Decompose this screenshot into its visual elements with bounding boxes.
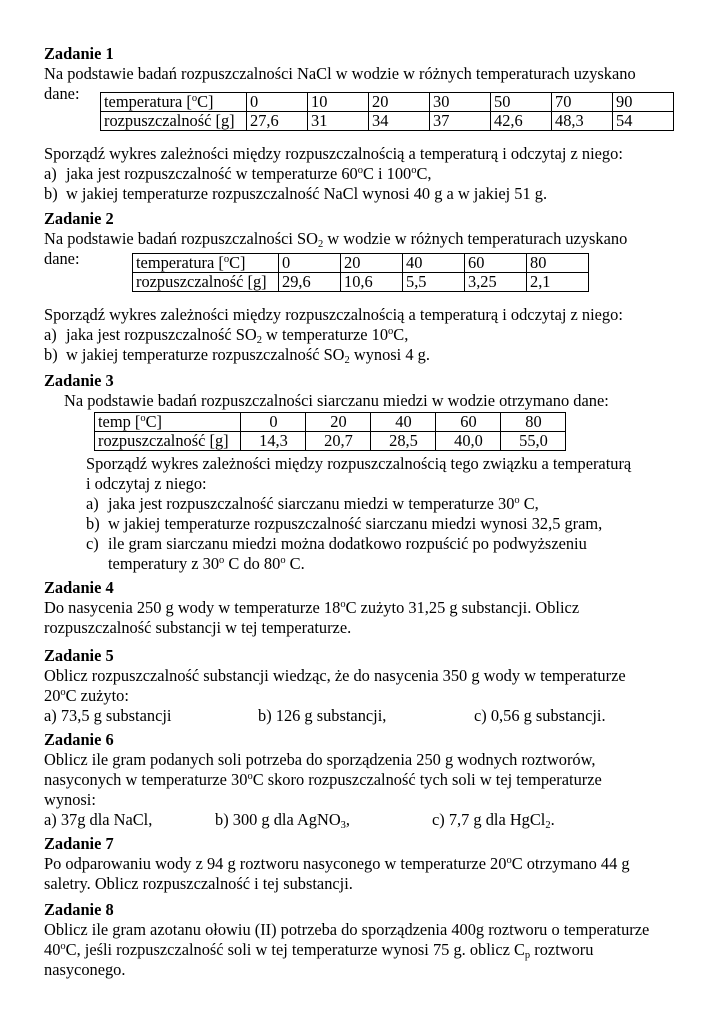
zadanie-4-title: Zadanie 4 (44, 578, 114, 597)
zadanie-7-line: Po odparowaniu wody z 94 g roztworu nasyconego w temperaturze 20$^o$C otrzymano 44 g (44, 854, 630, 873)
zadanie-5-line: Oblicz rozpuszczalność substancji wiedząc, że do nasycenia 350 g wody w temperaturze (44, 666, 626, 685)
table-row (133, 273, 589, 292)
zadanie-5-title: Zadanie 5 (44, 646, 114, 665)
zadanie-2-table (132, 253, 589, 292)
table-row (101, 93, 674, 112)
table-cell: 31 (308, 112, 369, 131)
table-cell: 27,6 (247, 112, 308, 131)
zadanie-6 (44, 730, 694, 810)
table-cell: 48,3 (552, 112, 613, 131)
zadanie-7 (44, 834, 694, 894)
table-header-cell: rozpuszczalność [g] (101, 112, 247, 131)
table-cell: 54 (613, 112, 674, 131)
list-item: c) ile gram siarczanu miedzi można dodatkowo rozpuścić po podwyższeniu (86, 534, 587, 553)
table-cell: 28,5 (371, 432, 436, 451)
table-cell: 42,6 (491, 112, 552, 131)
table-cell: 90 (613, 93, 674, 112)
zadanie-8-line: nasyconego. (44, 960, 126, 979)
zadanie-3-intro: Na podstawie badań rozpuszczalności siarczanu miedzi w wodzie otrzymano dane: (64, 391, 609, 410)
table-cell: 40,0 (436, 432, 501, 451)
list-item: a) 73,5 g substancji (44, 706, 172, 725)
zadanie-7-title: Zadanie 7 (44, 834, 114, 853)
table-cell: 14,3 (241, 432, 306, 451)
list-item: a) 37g dla NaCl, (44, 810, 153, 829)
table-header-cell: temperatura [$^o$C] (133, 254, 279, 273)
zadanie-7-line: saletry. Oblicz rozpuszczalność i tej substancji. (44, 874, 353, 893)
zadanie-3-instruction: Sporządź wykres zależności między rozpuszczalnością tego związku a temperaturą (86, 454, 632, 473)
zadanie-6-title: Zadanie 6 (44, 730, 114, 749)
list-item: c) 7,7 g dla HgCl$_2$. (432, 810, 555, 831)
table-cell: 80 (501, 413, 566, 432)
list-item: c) 0,56 g substancji. (474, 706, 606, 725)
zadanie-6-line: nasyconych w temperaturze 30$^o$C skoro rozpuszczalność tych soli w tej temperaturze (44, 770, 602, 789)
zadanie-2-task (44, 305, 694, 365)
table-header-cell: temp [$^o$C] (95, 413, 241, 432)
table-cell: 5,5 (403, 273, 465, 292)
table-header-cell: temperatura [$^o$C] (101, 93, 247, 112)
zadanie-4-line: rozpuszczalność substancji w tej temperaturze. (44, 618, 352, 637)
table-row (133, 254, 589, 273)
table-row (95, 432, 566, 451)
table-row (95, 413, 566, 432)
zadanie-8-line: Oblicz ile gram azotanu ołowiu (II) potrzeba do sporządzenia 400g roztworu o temperaturze (44, 920, 650, 939)
table-cell: 20 (306, 413, 371, 432)
list-item: b) w jakiej temperaturze rozpuszczalność $SO_2$ wynosi 4 g. (44, 345, 430, 366)
table-cell: 10 (308, 93, 369, 112)
list-item: b) 126 g substancji, (258, 706, 387, 725)
zadanie-3-title: Zadanie 3 (44, 371, 114, 390)
table-cell: 29,6 (279, 273, 341, 292)
zadanie-1-title: Zadanie 1 (44, 44, 114, 63)
table-cell: 70 (552, 93, 613, 112)
table-header-cell: rozpuszczalność [g] (133, 273, 279, 292)
zadanie-1-dane: dane: (44, 84, 80, 103)
table-cell: 20 (341, 254, 403, 273)
zadanie-5 (44, 646, 694, 706)
list-item: b) w jakiej temperaturze rozpuszczalność siarczanu miedzi wynosi 32,5 gram, (86, 514, 603, 533)
table-cell: 50 (491, 93, 552, 112)
table-row (101, 112, 674, 131)
zadanie-3 (44, 371, 694, 411)
table-header-cell: rozpuszczalność [g] (95, 432, 241, 451)
table-cell: 80 (527, 254, 589, 273)
zadanie-2-dane: dane: (44, 249, 80, 268)
zadanie-4-line: Do nasycenia 250 g wody w temperaturze 18$^o$C zużyto 31,25 g substancji. Oblicz (44, 598, 580, 617)
table-cell: 10,6 (341, 273, 403, 292)
zadanie-1-intro: Na podstawie badań rozpuszczalności NaCl w wodzie w różnych temperaturach uzyskano (44, 64, 636, 83)
zadanie-4 (44, 578, 694, 638)
zadanie-8 (44, 900, 694, 980)
zadanie-6-line: Oblicz ile gram podanych soli potrzeba do sporządzenia 250 g wodnych roztworów, (44, 750, 596, 769)
table-cell: 40 (403, 254, 465, 273)
list-item: temperatury z 30$^o$ C do 80$^o$ C. (108, 554, 305, 573)
table-cell: 55,0 (501, 432, 566, 451)
table-cell: 37 (430, 112, 491, 131)
table-cell: 0 (279, 254, 341, 273)
zadanie-8-line: 40$^o$C, jeśli rozpuszczalność soli w tej temperaturze wynosi 75 g. oblicz $C_p$ roztworu (44, 940, 594, 961)
zadanie-5-line: 20$^o$C zużyto: (44, 686, 129, 705)
list-item: b) 300 g dla AgNO$_3$, (215, 810, 351, 831)
zadanie-8-title: Zadanie 8 (44, 900, 114, 919)
zadanie-2-intro: Na podstawie badań rozpuszczalności $SO_2$ w wodzie w różnych temperaturach uzyskano (44, 229, 628, 250)
list-item: a) jaka jest rozpuszczalność $SO_2$ w temperaturze 10$^o$C, (44, 325, 409, 346)
list-item: b) w jakiej temperaturze rozpuszczalność NaCl wynosi 40 g a w jakiej 51 g. (44, 184, 548, 203)
zadanie-3-table (94, 412, 566, 451)
table-cell: 60 (436, 413, 501, 432)
zadanie-3-task (86, 454, 706, 574)
table-cell: 0 (241, 413, 306, 432)
zadanie-2-instruction: Sporządź wykres zależności między rozpuszczalnością a temperaturą i odczytaj z niego: (44, 305, 623, 324)
table-cell: 20,7 (306, 432, 371, 451)
table-cell: 3,25 (465, 273, 527, 292)
table-cell: 34 (369, 112, 430, 131)
zadanie-3-instruction-cont: i odczytaj z niego: (86, 474, 207, 493)
table-cell: 20 (369, 93, 430, 112)
table-cell: 60 (465, 254, 527, 273)
zadanie-1-instruction: Sporządź wykres zależności między rozpuszczalnością a temperaturą i odczytaj z niego: (44, 144, 623, 163)
table-cell: 2,1 (527, 273, 589, 292)
zadanie-1-table (100, 92, 674, 131)
zadanie-6-line: wynosi: (44, 790, 96, 809)
table-cell: 0 (247, 93, 308, 112)
list-item: a) jaka jest rozpuszczalność w temperaturze 60$^o$C i 100$^o$C, (44, 164, 432, 183)
table-cell: 40 (371, 413, 436, 432)
zadanie-2-title: Zadanie 2 (44, 209, 114, 228)
zadanie-1-task (44, 144, 694, 204)
list-item: a) jaka jest rozpuszczalność siarczanu miedzi w temperaturze 30$^o$ C, (86, 494, 539, 513)
table-cell: 30 (430, 93, 491, 112)
